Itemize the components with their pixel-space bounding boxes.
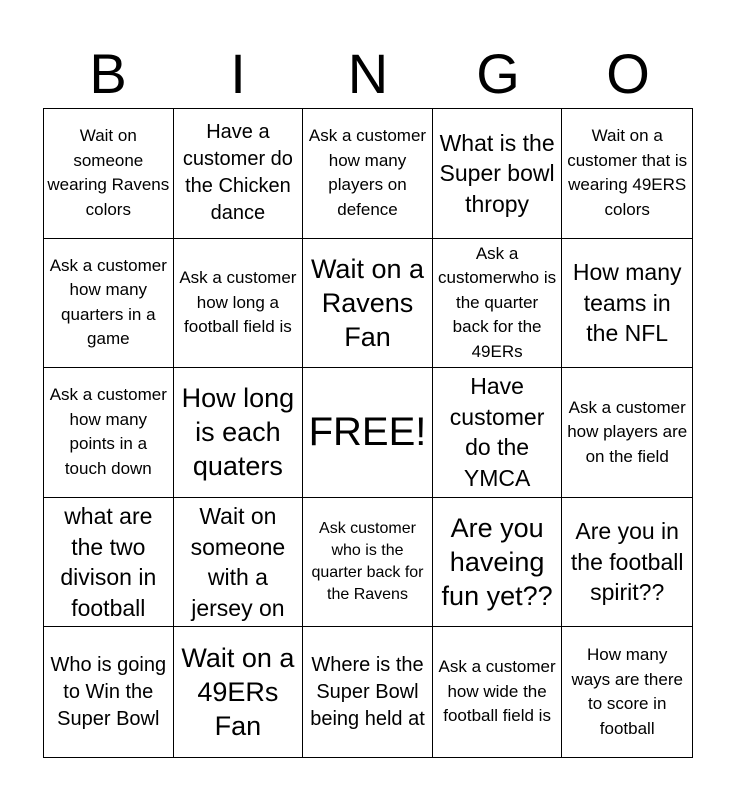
bingo-cell-r3-c4[interactable] [433, 368, 563, 498]
header-letter-g: G [476, 42, 520, 105]
bingo-cell-r1-c1[interactable] [44, 109, 174, 239]
bingo-cell-r2-c5[interactable] [562, 239, 692, 369]
cell-text: Are you in the football spirit?? [570, 518, 684, 606]
bingo-cell-r2-c3[interactable] [303, 239, 433, 369]
bingo-cell-r4-c2[interactable] [174, 498, 304, 628]
bingo-cell-r5-c4[interactable] [433, 627, 563, 757]
bingo-cell-r5-c2[interactable] [174, 627, 304, 757]
bingo-cell-r1-c3[interactable] [303, 109, 433, 239]
cell-text: Ask customer who is the quarter back for the Ravens [311, 520, 424, 604]
cell-text: Ask a customer how many points in a touch down [49, 385, 167, 478]
bingo-cell-r4-c3[interactable] [303, 498, 433, 628]
cell-text: Wait on a Ravens Fan [310, 253, 425, 352]
cell-text: How many teams in the NFL [572, 259, 682, 347]
bingo-cell-r1-c2[interactable] [174, 109, 304, 239]
bingo-cell-r2-c2[interactable] [174, 239, 304, 369]
bingo-cell-r3-c5[interactable] [562, 368, 692, 498]
bingo-cell-r4-c1[interactable] [44, 498, 174, 628]
free-space-label: FREE! [308, 410, 427, 455]
cell-text: Have customer do the YMCA [449, 373, 545, 491]
cell-text: Wait on a customer that is wearing 49ERS colors [567, 126, 688, 219]
cell-text: Wait on a 49ERs Fan [181, 643, 295, 742]
cell-text: Ask a customer how many players on defence [308, 126, 427, 219]
bingo-cell-r5-c1[interactable] [44, 627, 174, 757]
cell-text: what are the two divison in football [60, 503, 157, 621]
bingo-cell-r3-c1[interactable] [44, 368, 174, 498]
header-letter-o: O [606, 42, 650, 105]
header-letter-i: I [230, 42, 246, 105]
bingo-board [43, 108, 693, 758]
cell-text: Wait on someone with a jersey on [190, 503, 286, 621]
bingo-cell-r4-c4[interactable] [433, 498, 563, 628]
bingo-cell-r2-c1[interactable] [44, 239, 174, 369]
bingo-cell-r5-c3[interactable] [303, 627, 433, 757]
cell-text: Are you haveing fun yet?? [441, 513, 553, 612]
bingo-cell-r5-c5[interactable] [562, 627, 692, 757]
cell-text: Wait on someone wearing Ravens colors [47, 126, 170, 219]
cell-text: Ask a customer how wide the football field is [438, 657, 556, 726]
bingo-cell-r4-c5[interactable] [562, 498, 692, 628]
cell-text: Who is going to Win the Super Bowl [50, 653, 167, 730]
bingo-cell-r3-c2[interactable] [174, 368, 304, 498]
cell-text: How long is each quaters [181, 383, 295, 482]
bingo-cell-r1-c5[interactable] [562, 109, 692, 239]
cell-text: Where is the Super Bowl being held at [310, 653, 425, 730]
header-letter-b: B [89, 42, 127, 105]
header-letter-n: N [347, 42, 389, 105]
bingo-cell-r1-c4[interactable] [433, 109, 563, 239]
cell-text: Ask a customer how many quarters in a game [49, 255, 167, 349]
cell-text: Ask a customer how players are on the field [567, 397, 688, 466]
cell-text: Have a customer do the Chicken dance [182, 121, 293, 225]
bingo-cell-r2-c4[interactable] [433, 239, 563, 369]
cell-text: Ask a customerwho is the quarter back for the 49ERs [438, 243, 557, 361]
cell-text: How many ways are there to score in football [571, 645, 683, 738]
free-space[interactable] [303, 368, 433, 498]
cell-text: Ask a customer how long a football field is [179, 268, 297, 337]
bingo-header [43, 40, 693, 108]
cell-text: What is the Super bowl thropy [439, 129, 555, 217]
